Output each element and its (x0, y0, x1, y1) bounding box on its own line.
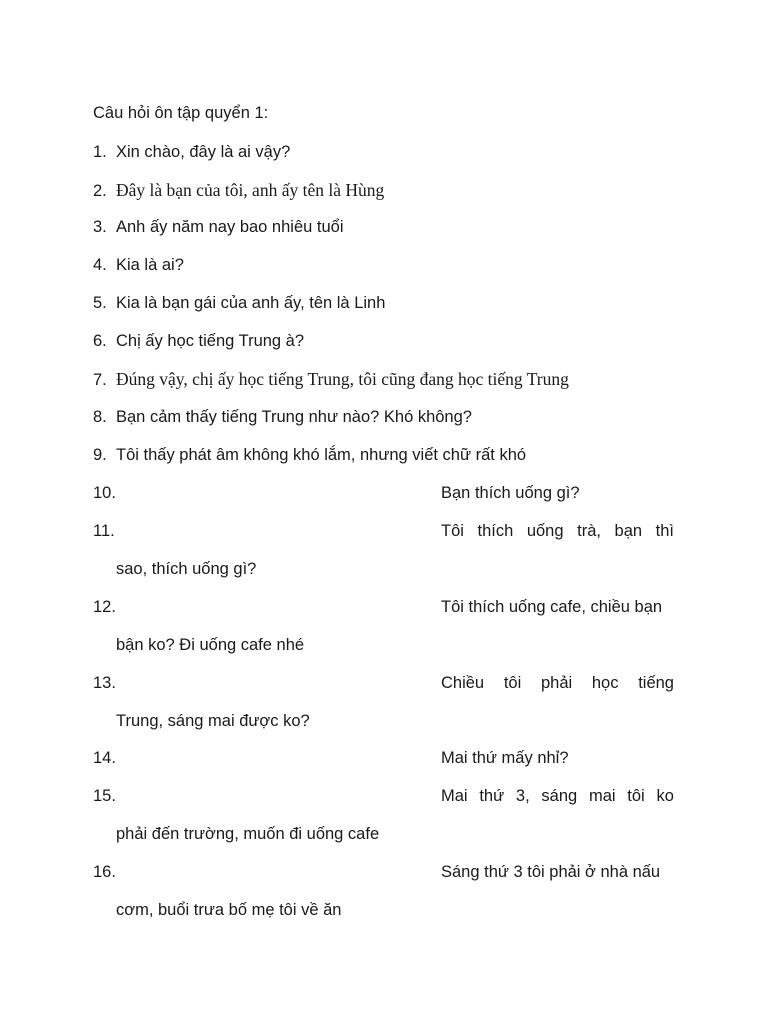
item-text: Chị ấy học tiếng Trung à? (116, 332, 305, 350)
item-word: Tôi thích uống cafe, chiều bạn (441, 598, 663, 616)
item-number: 13. (93, 674, 116, 692)
item-text: Anh ấy năm nay bao nhiêu tuổi (116, 218, 344, 236)
item-word: học (591, 674, 619, 692)
item-number: 4. (93, 256, 107, 274)
item-word: thì (655, 522, 674, 540)
item-text (441, 863, 674, 882)
list-item (93, 218, 344, 237)
item-word: mai (588, 787, 616, 805)
list-item (93, 143, 290, 162)
item-word: Sáng thứ 3 tôi phải ở nhà nấu (441, 863, 661, 881)
document-title: Câu hỏi ôn tập quyển 1: (93, 104, 269, 122)
list-item (93, 408, 472, 427)
item-word: phải (540, 674, 573, 692)
item-number: 7. (93, 371, 107, 389)
item-text (441, 787, 674, 806)
item-text: Xin chào, đây là ai vậy? (116, 143, 291, 161)
item-text (441, 749, 674, 768)
item-continuation: cơm, buổi trưa bố mẹ tôi về ăn (116, 901, 342, 919)
item-word: Tôi (441, 522, 464, 540)
item-number: 1. (93, 143, 107, 161)
item-number: 12. (93, 598, 116, 616)
list-item (93, 180, 384, 201)
item-text: Kia là ai? (116, 256, 184, 274)
list-item (93, 256, 184, 275)
item-continuation: sao, thích uống gì? (116, 560, 257, 578)
item-text: Đây là bạn của tôi, anh ấy tên là Hùng (116, 180, 385, 200)
item-text: Tôi thấy phát âm không khó lắm, nhưng viết chữ rất khó (116, 446, 527, 464)
item-number: 3. (93, 218, 107, 236)
item-word: trà, (577, 522, 601, 540)
item-number: 15. (93, 787, 116, 805)
item-text (441, 484, 674, 503)
item-word: thích (477, 522, 514, 540)
item-number: 5. (93, 294, 107, 312)
item-word: ko (656, 787, 674, 805)
item-word: Mai thứ mấy nhỉ? (441, 749, 569, 767)
item-number: 8. (93, 408, 107, 426)
list-item (93, 446, 526, 465)
item-word: Bạn thích uống gì? (441, 484, 580, 502)
item-word: tôi (627, 787, 645, 805)
list-item (93, 369, 569, 390)
item-text (441, 598, 674, 617)
item-word: sáng (541, 787, 578, 805)
item-word: thứ (479, 787, 505, 805)
item-text (441, 522, 674, 541)
list-item (93, 294, 385, 313)
item-number: 2. (93, 182, 107, 200)
item-number: 10. (93, 484, 116, 502)
item-word: tiếng (638, 674, 674, 692)
item-word: Mai (441, 787, 468, 805)
item-word: 3, (515, 787, 530, 805)
item-continuation: bận ko? Đi uống cafe nhé (116, 636, 305, 654)
item-word: bạn (614, 522, 643, 540)
item-text: Kia là bạn gái của anh ấy, tên là Linh (116, 294, 386, 312)
list-item (93, 332, 304, 351)
item-continuation: phải đến trường, muốn đi uống cafe (116, 825, 380, 843)
item-word: tôi (503, 674, 522, 692)
item-word: Chiều (441, 674, 485, 692)
item-word: uống (526, 522, 564, 540)
item-text (441, 674, 674, 693)
item-number: 16. (93, 863, 116, 881)
item-text: Đúng vậy, chị ấy học tiếng Trung, tôi cũng đang học tiếng Trung (116, 369, 569, 389)
item-number: 9. (93, 446, 107, 464)
item-number: 14. (93, 749, 116, 767)
item-text: Bạn cảm thấy tiếng Trung như nào? Khó không? (116, 408, 472, 426)
item-number: 6. (93, 332, 107, 350)
item-number: 11. (93, 522, 115, 540)
item-continuation: Trung, sáng mai được ko? (116, 712, 310, 730)
